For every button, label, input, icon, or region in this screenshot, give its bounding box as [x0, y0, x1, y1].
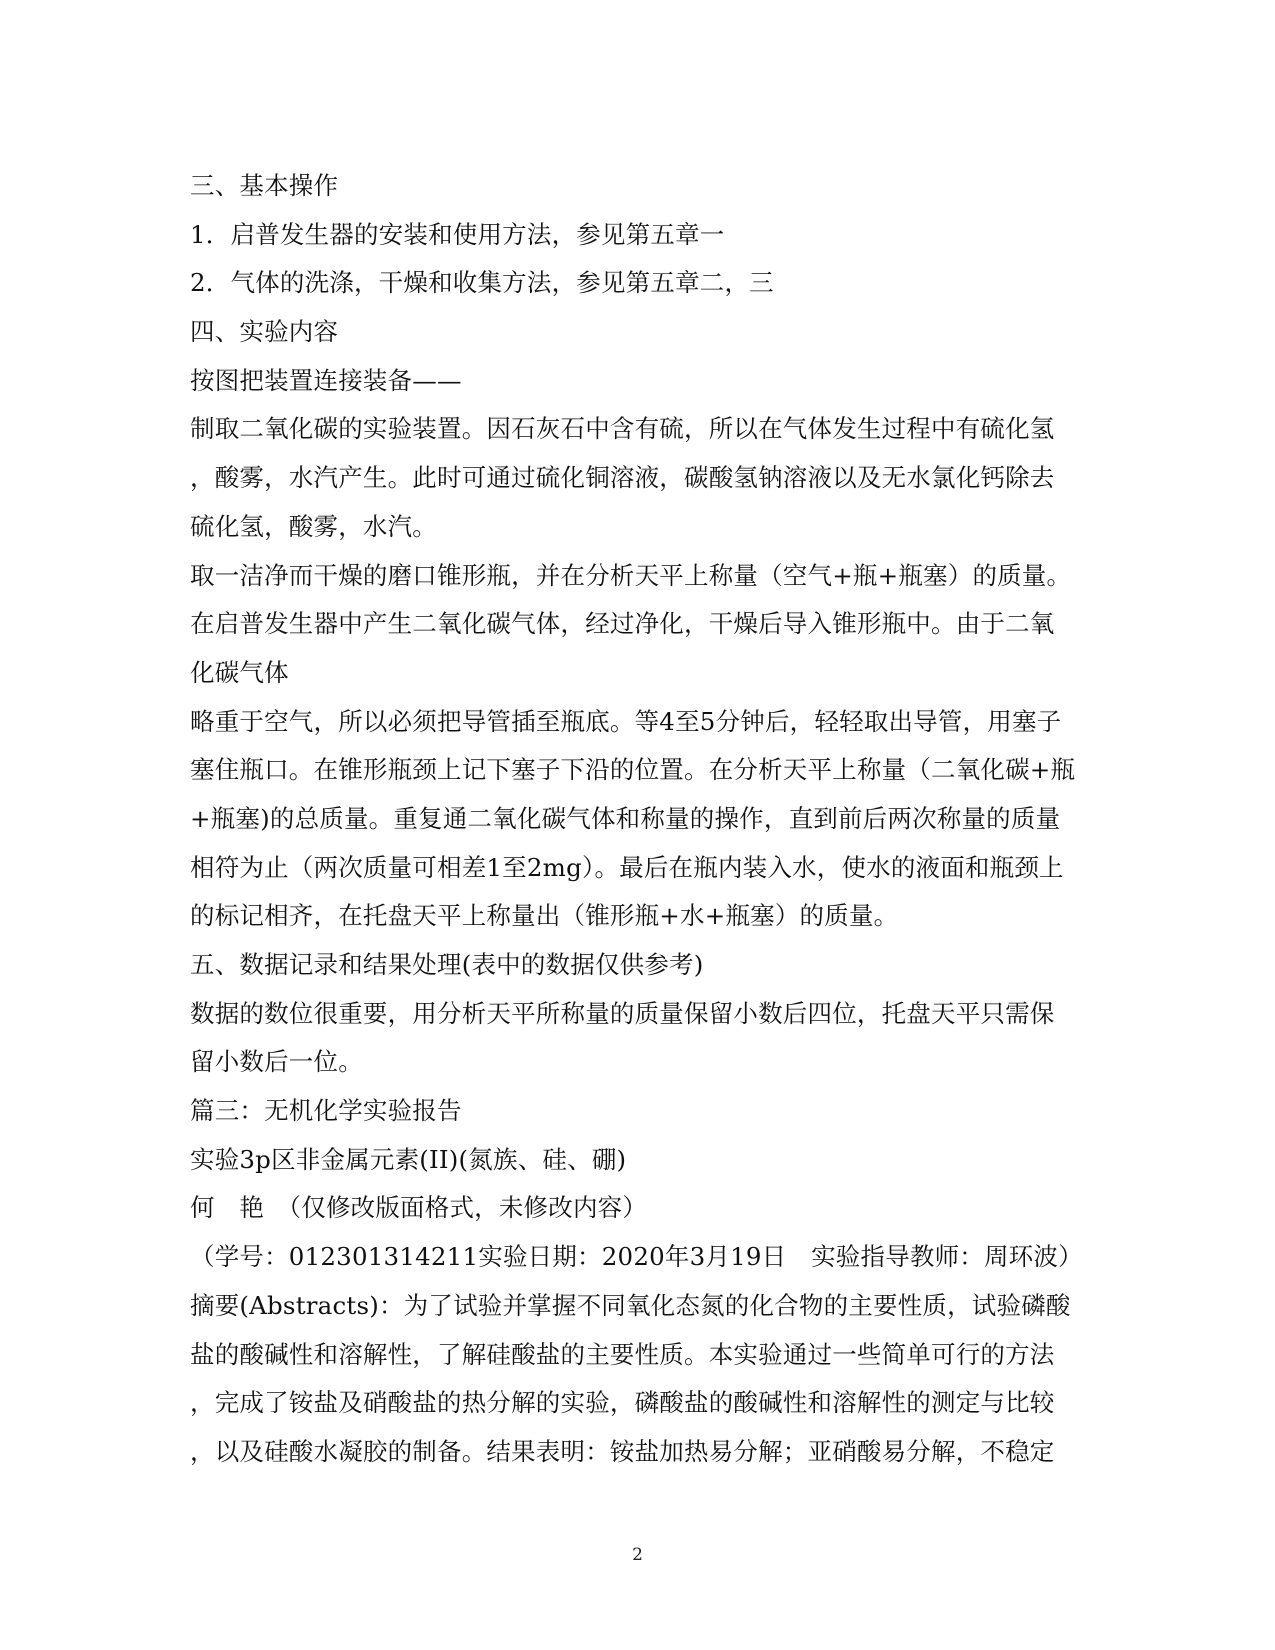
- student-info-line: （学号：012301314211实验日期：2020年3月19日 实验指导教师：周环波）: [190, 1242, 1083, 1272]
- page-number: 2: [632, 1545, 643, 1565]
- text-line: ，酸雾，水汽产生。此时可通过硫化铜溶液，碳酸氢钠溶液以及无水氯化钙除去: [190, 463, 1055, 493]
- abstract-line: 盐的酸碱性和溶解性，了解硅酸盐的主要性质。本实验通过一些简单可行的方法: [190, 1339, 1055, 1369]
- text-line: 在启普发生器中产生二氧化碳气体，经过净化，干燥后导入锥形瓶中。由于二氧: [190, 609, 1055, 639]
- text-line: 略重于空气，所以必须把导管插至瓶底。等4至5分钟后，轻轻取出导管，用塞子: [190, 706, 1062, 736]
- text-line: 化碳气体: [190, 657, 289, 687]
- text-line: 塞住瓶口。在锥形瓶颈上记下塞子下沿的位置。在分析天平上称量（二氧化碳+瓶: [190, 755, 1076, 785]
- text-line: 制取二氧化碳的实验装置。因石灰石中含有硫，所以在气体发生过程中有硫化氢: [190, 414, 1055, 444]
- section-heading-data-record: 五、数据记录和结果处理(表中的数据仅供参考): [190, 950, 704, 979]
- section-heading-experiment-content: 四、实验内容: [190, 317, 339, 347]
- section-heading-basic-operations: 三、基本操作: [190, 171, 339, 200]
- text-line: 硫化氢，酸雾，水汽。: [190, 511, 437, 541]
- experiment-title: 实验3p区非金属元素(II)(氮族、硅、硼): [190, 1144, 627, 1174]
- abstract-line: 摘要(Abstracts)：为了试验并掌握不同氧化态氮的化合物的主要性质，试验磷酸: [190, 1290, 1071, 1320]
- text-line: 的标记相齐，在托盘天平上称量出（锥形瓶+水+瓶塞）的质量。: [190, 901, 899, 931]
- text-line: 相符为止（两次质量可相差1至2mg）。最后在瓶内装入水，使水的液面和瓶颈上: [190, 852, 1064, 882]
- text-line: 2．气体的洗涤，干燥和收集方法，参见第五章二，三: [190, 268, 774, 298]
- abstract-line: ，完成了铵盐及硝酸盐的热分解的实验，磷酸盐的酸碱性和溶解性的测定与比较: [190, 1388, 1055, 1418]
- text-line: +瓶塞)的总质量。重复通二氧化碳气体和称量的操作，直到前后两次称量的质量: [190, 803, 1061, 833]
- text-line: 按图把装置连接装备——: [190, 365, 462, 395]
- article-title: 篇三：无机化学实验报告: [190, 1096, 462, 1126]
- text-line: 留小数后一位。: [190, 1047, 363, 1077]
- text-line: 1．启普发生器的安装和使用方法，参见第五章一: [190, 219, 725, 249]
- author-line: 何 艳 （仅修改版面格式，未修改内容）: [190, 1193, 648, 1223]
- text-line: 取一洁净而干燥的磨口锥形瓶，并在分析天平上称量（空气+瓶+瓶塞）的质量。: [190, 560, 1072, 590]
- abstract-line: ，以及硅酸水凝胶的制备。结果表明：铵盐加热易分解；亚硝酸易分解，不稳定: [190, 1436, 1055, 1466]
- document-body: [190, 162, 1090, 1477]
- text-line: 数据的数位很重要，用分析天平所称量的质量保留小数后四位，托盘天平只需保: [190, 998, 1055, 1028]
